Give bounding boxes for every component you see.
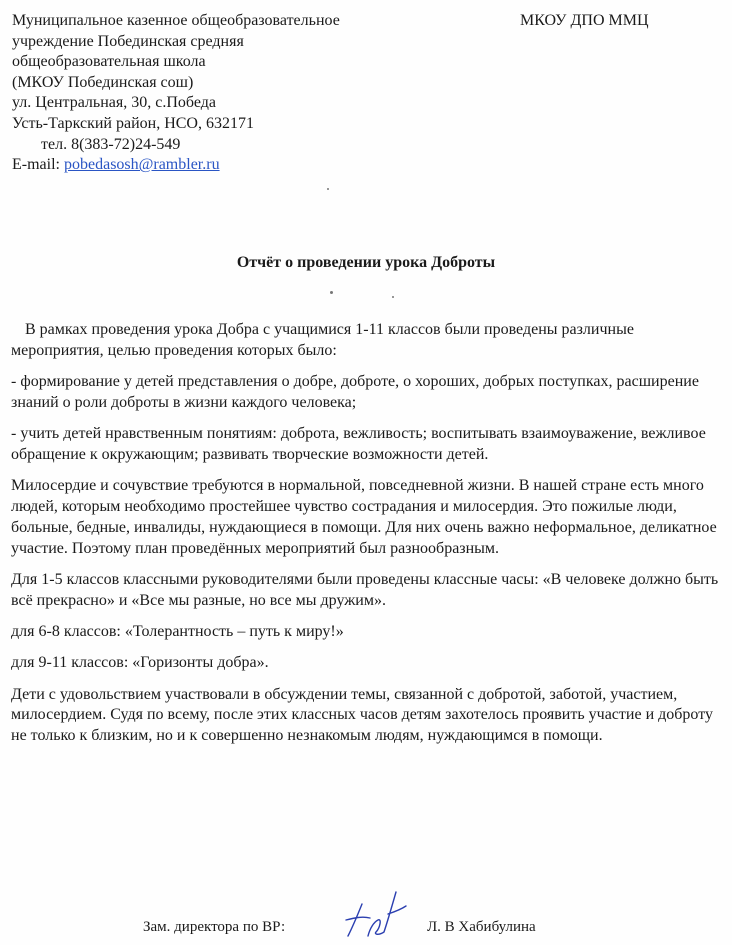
paragraph: для 9-11 классов: «Горизонты добра». (11, 654, 269, 672)
paragraph: Милосердие и сочувствие требуются в нормальной, повседневной жизни. В нашей стране есть много людей, которым необходимо простейшее чувство сострадания и милосердия. Это пожилые люди, больные, бедные, инвалиды, нуждающиеся в помощи. Для них очень важно неформальное, деликатное участие. Поэтому план проведённых мероприятий был разнообразным. (11, 477, 717, 557)
sender-line: общеобразовательная школа (12, 53, 206, 71)
document-body (11, 320, 723, 758)
sender-line: Муниципальное казенное общеобразовательное (12, 12, 340, 29)
scan-speck (327, 188, 329, 190)
paragraph: Дети с удовольствием участвовали в обсуждении темы, связанной с добротой, заботой, участием, милосердием. Судя по всему, после этих классных часов детям захотелось проявить участие и доброту не только к близким, но и к совершенно незнакомым людям, нуждающимся в помощи. (11, 685, 713, 745)
document-title: Отчёт о проведении урока Доброты (236, 254, 496, 271)
sender-line: учреждение Побединская средняя (12, 32, 244, 50)
paragraph: - учить детей нравственным понятиям: доброта, вежливость; воспитывать взаимоуважение, вежливое обращение к окружающим; развивать творческие возможности детей. (11, 425, 706, 463)
email-link[interactable]: pobedasosh@rambler.ru (63, 156, 220, 174)
signature-role: Зам. директора по ВР: (143, 919, 286, 935)
sender-line: Усть-Таркский район, НСО, 632171 (12, 114, 254, 132)
paragraph: Для 1-5 классов классными руководителями были проведены классные часы: «В человеке должно быть всё прекрасно» и «Все мы разные, но все мы дружим». (11, 570, 719, 609)
sender-phone: тел. 8(383-72)24-549 (41, 135, 181, 153)
sender-address-block (12, 11, 340, 176)
signature-name: Л. В Хабибулина (427, 919, 536, 935)
scan-speck (392, 296, 394, 298)
scan-speck (330, 291, 333, 294)
handwritten-signature (340, 884, 410, 944)
sender-email-row (12, 155, 340, 176)
sender-line: ул. Центральная, 30, с.Победа (12, 94, 216, 112)
sender-line: (МКОУ Побединская сош) (12, 73, 194, 91)
paragraph: В рамках проведения урока Добра с учащимися 1-11 классов были проведены различные мероприятия, целью проведения которых было: (11, 321, 634, 359)
email-label: E-mail: (12, 156, 60, 174)
recipient: МКОУ ДПО ММЦ (520, 12, 649, 29)
paragraph: для 6-8 классов: «Толерантность – путь к миру!» (11, 623, 344, 641)
paragraph: - формирование у детей представления о добре, доброте, о хороших, добрых поступках, расширение знаний о роли доброты в жизни каждого человека; (11, 373, 699, 411)
